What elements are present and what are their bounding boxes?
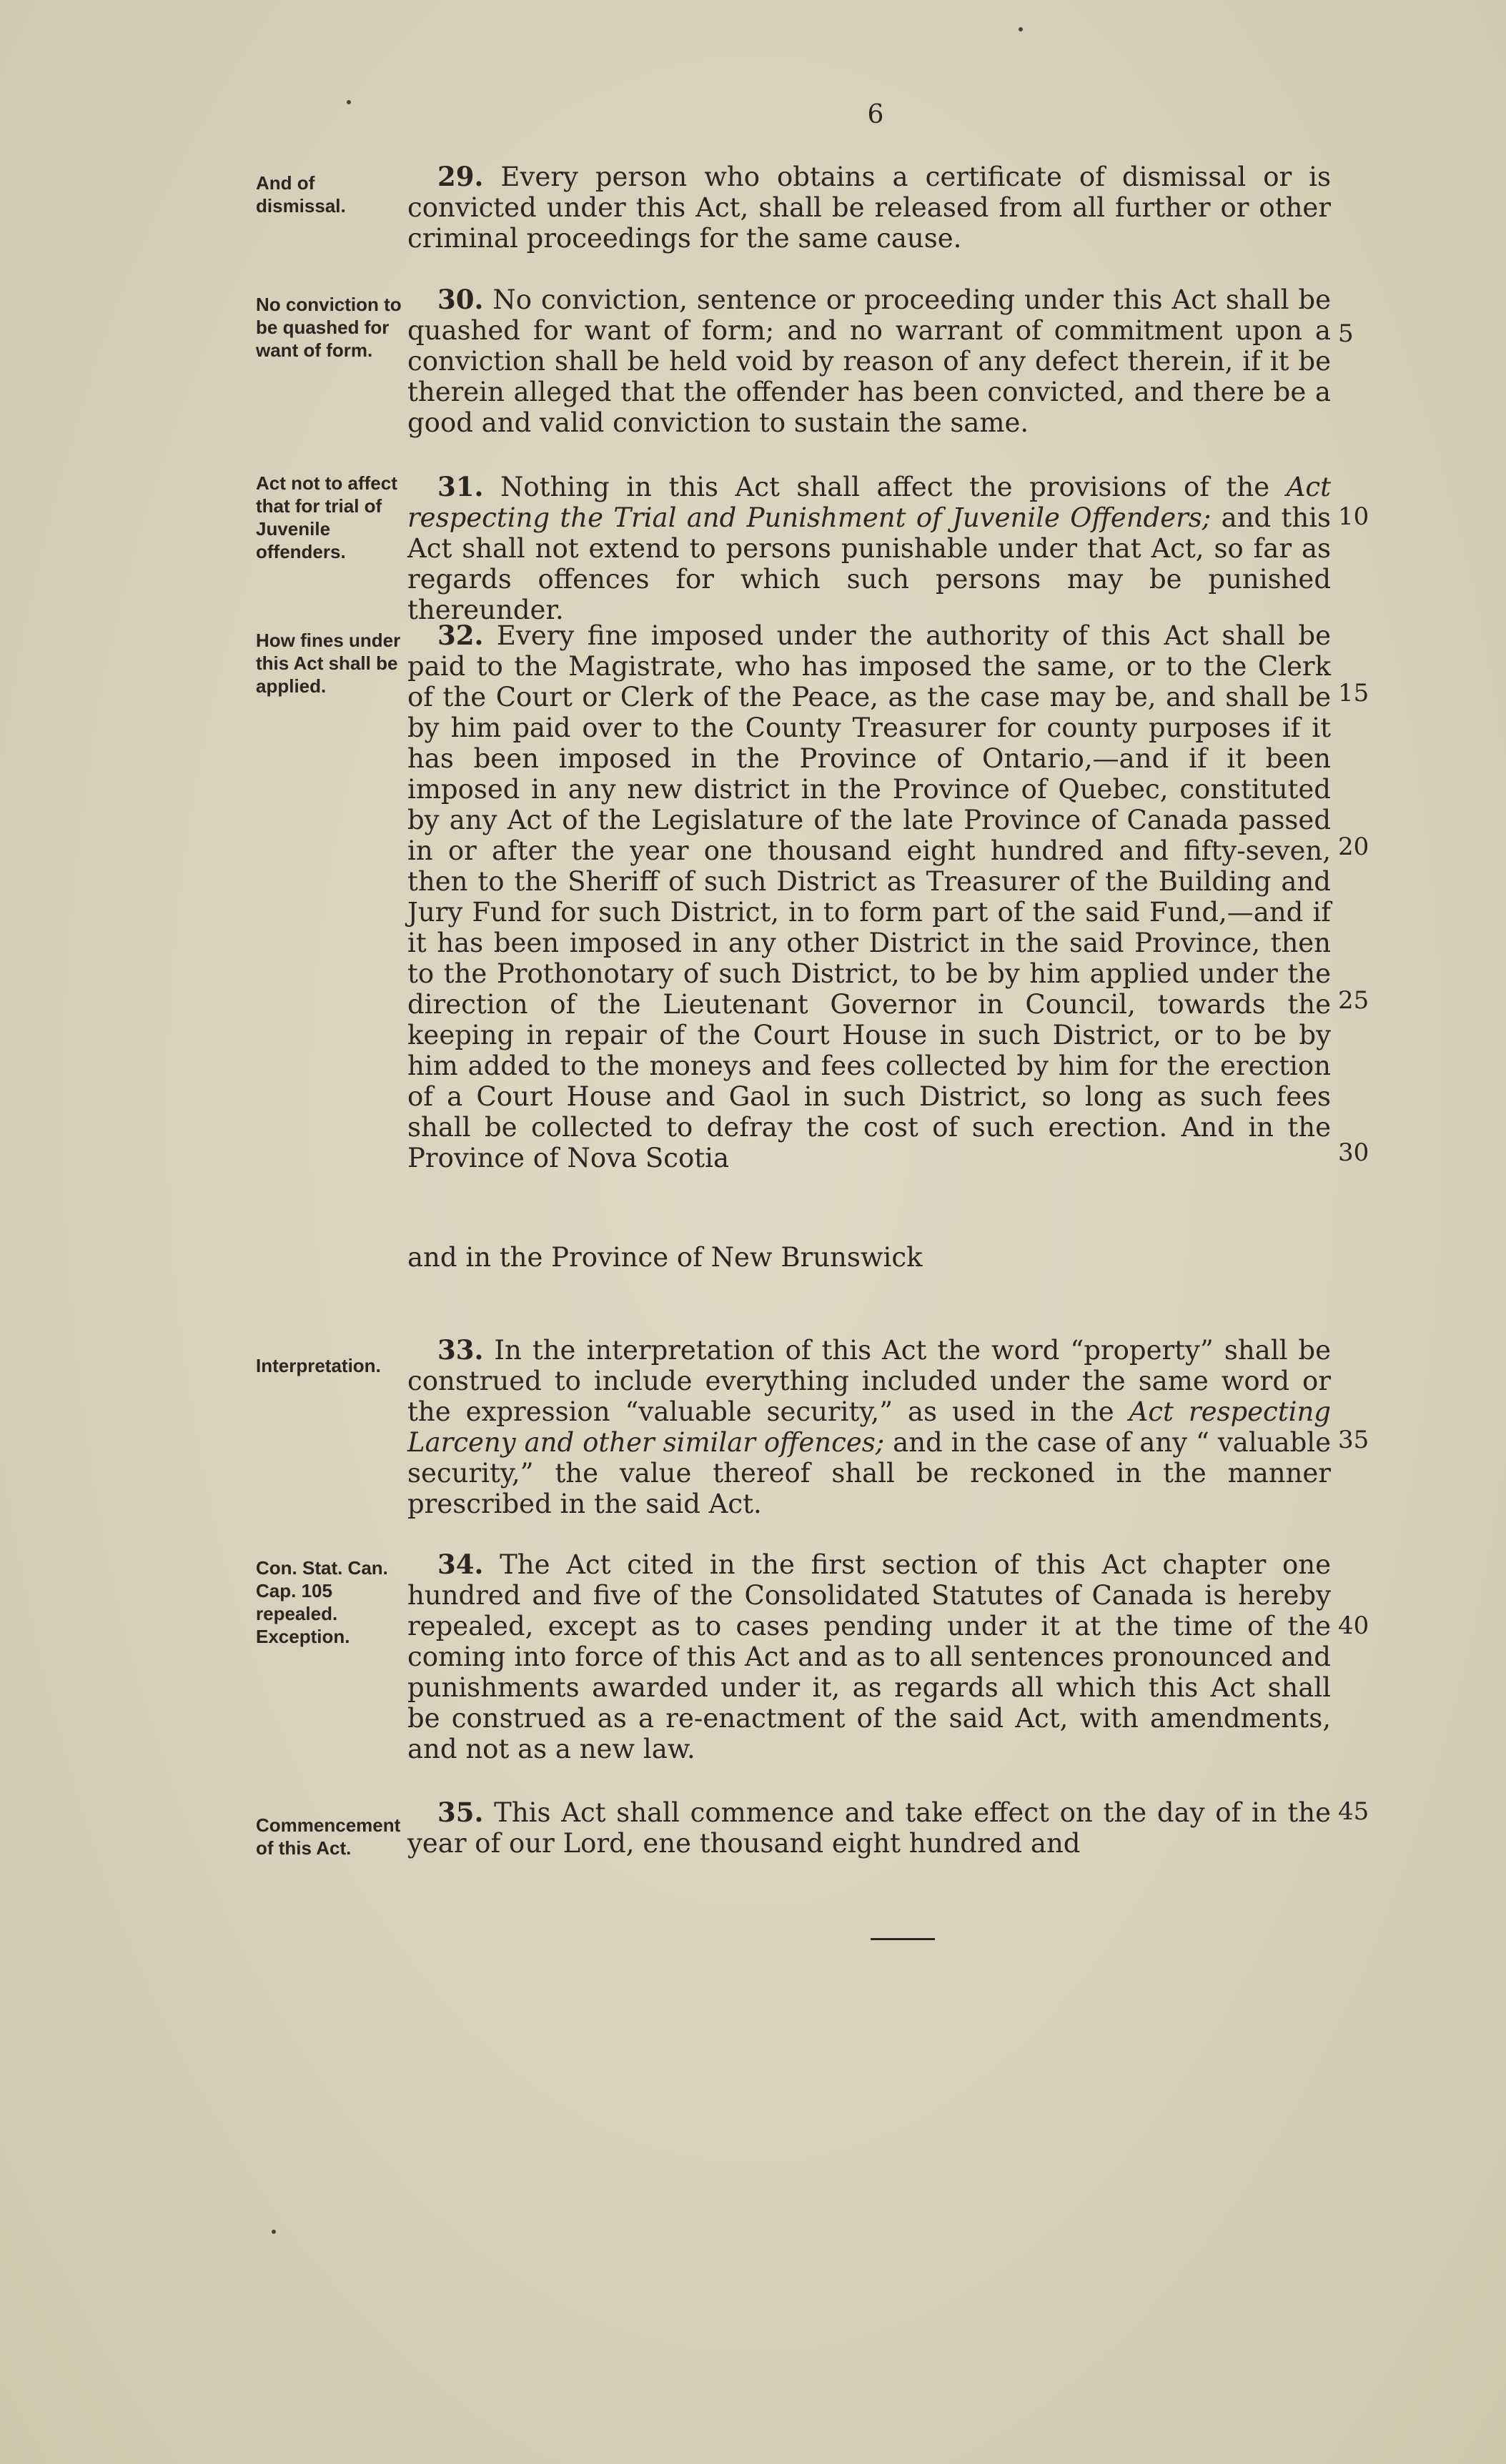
section-34 [407,1549,1331,1764]
line-number-45: 45 [1338,1797,1369,1826]
section-32-extra-line: and in the Province of New Brunswick [407,1242,923,1273]
margin-note-33: Interpretation. [256,1355,381,1376]
section-31 [407,472,1331,625]
margin-note-31: Act not to affect that for trial of Juvenile offenders. [256,472,397,562]
section-text: Every fine imposed under the authority of this Act shall be paid to the Magistrate, who has imposed the same, or to the Clerk of the Court or Clerk of the Peace, as the case may be, and shall be by him paid over to the County Treasurer for county purposes if it has been imposed in the Province of Ontario,—and if it been imposed in any new district in the Province of Quebec, constituted by any Act of the Legislature of the late Province of Canada passed in or after the year one thousand eight hundred and fifty-seven, then to the Sheriff of such District as Treasurer of the Building and Jury Fund for such District, in to form part of the said Fund,—and if it has been imposed in any other District in the said Province, then to the Prothonotary of such District, to be by him applied under the direction of the Lieutenant Governor in Council, towards the keeping in repair of the Court House in such District, or to be by him added to the moneys and fees collected by him for the erection of a Court House and Gaol in such District, so long as such fees shall be collected to defray the cost of such erection. And in the Province of Nova Scotia [407,620,1332,1173]
section-number: 31. [437,471,484,502]
section-text: Every person who obtains a certificate of dismissal or is convicted under this Act, shall be released from all further or other criminal proceedings for the same cause. [407,162,1331,254]
line-number-35: 35 [1338,1426,1369,1454]
section-30 [407,284,1331,438]
section-text-end: and in the case of any “ valuable security,” the value thereof shall be reckoned in the manner prescribed in the said Act. [407,1427,1331,1519]
section-italic-title: Act respecting the Trial and Punishment of Juvenile Offenders; [407,472,1332,533]
section-text: This Act shall commence and take effect on the day of in the year of our Lord, ene thousand eight hundred and [407,1797,1331,1859]
section-35 [407,1797,1331,1859]
paper-speck [347,100,351,104]
line-number-20: 20 [1338,833,1369,861]
margin-note-32: How fines under this Act shall be applied. [256,630,401,697]
section-33 [407,1335,1331,1519]
section-text: Nothing in this Act shall affect the provisions of the [500,472,1287,502]
section-32 [407,620,1331,1173]
section-number: 35. [437,1797,484,1828]
end-rule [871,1938,935,1940]
section-text-end: and this Act shall not extend to persons punishable under that Act, so far as regards offences for which such persons may be punished thereunder. [407,502,1331,625]
margin-note-29: And of dismissal. [256,172,346,217]
margin-note-30: No conviction to be quashed for want of form. [256,294,402,361]
line-number-25: 25 [1338,986,1369,1015]
line-number-10: 10 [1338,502,1369,531]
section-text: In the interpretation of this Act the word “property” shall be construed to include everything included under the same word or the expression “valuable security,” as used in the [407,1335,1331,1427]
section-29 [407,162,1331,254]
section-number: 34. [437,1549,484,1580]
line-number-5: 5 [1338,319,1354,348]
section-italic-title: Act respecting Larceny and other similar offences; [407,1396,1331,1458]
line-number-40: 40 [1338,1611,1369,1640]
margin-note-35: Commencement of this Act. [256,1814,401,1859]
line-number-15: 15 [1338,679,1369,707]
section-number: 30. [437,284,484,315]
section-text: The Act cited in the first section of this Act chapter one hundred and five of the Consolidated Statutes of Canada is hereby repealed, except as to cases pending under it at the time of the coming into force of this Act and as to all sentences pronounced and punishments awarded under it, as regards all which this Act shall be construed as a re-enactment of the said Act, with amendments, and not as a new law. [407,1549,1332,1764]
page-number: 6 [867,100,884,129]
line-number-30: 30 [1338,1138,1369,1167]
section-number: 29. [437,161,484,192]
section-text: No conviction, sentence or proceeding under this Act shall be quashed for want of form; and no warrant of commitment upon a conviction shall be held void by reason of any defect therein, if it be therein alleged that the offender has been convicted, and there be a good and valid conviction to sustain the same. [407,284,1331,438]
paper-speck [1019,27,1023,31]
section-number: 32. [437,620,484,651]
section-number: 33. [437,1334,484,1366]
margin-note-34: Con. Stat. Can. Cap. 105 repealed. Exception. [256,1557,388,1647]
paper-speck [272,2230,276,2234]
